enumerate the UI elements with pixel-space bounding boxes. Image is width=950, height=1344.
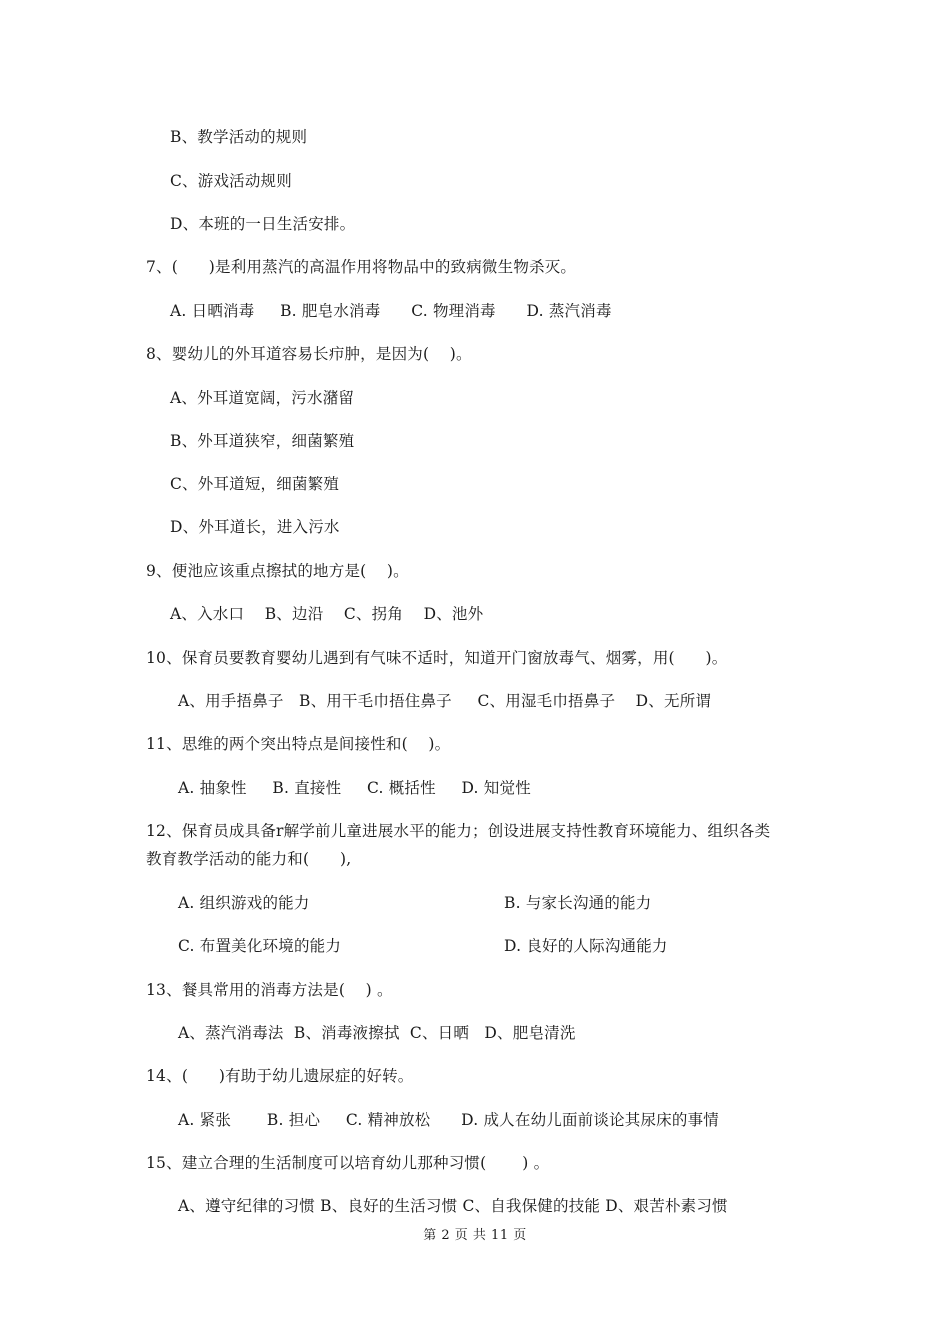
q8-option-c: C、外耳道短，细菌繁殖 [170,475,340,493]
q8-option-a: A、外耳道宽阔，污水潴留 [170,389,355,407]
q14-options: A. 紧张 B. 担心 C. 精神放松 D. 成人在幼儿面前谈论其尿床的事情 [178,1111,719,1129]
question-13: 13、餐具常用的消毒方法是( ) 。 [146,981,393,999]
question-8: 8、婴幼儿的外耳道容易长疖肿，是因为( )。 [146,345,472,363]
question-15: 15、建立合理的生活制度可以培育幼儿那种习惯( ) 。 [146,1154,550,1172]
q12-option-d: D. 良好的人际沟通能力 [504,937,668,955]
question-12-line-1: 12、保育员成具备r解学前儿童进展水平的能力；创设进展支持性教育环境能力、组织各类 [146,822,771,840]
q9-options: A、入水口 B、边沿 C、拐角 D、池外 [170,605,484,623]
q6-option-b: B、教学活动的规则 [170,128,308,146]
question-10: 10、保育员要教育婴幼儿遇到有气味不适时，知道开门窗放毒气、烟雾，用( )。 [146,649,728,667]
q6-option-d: D、本班的一日生活安排。 [170,215,356,233]
q12-option-a: A. 组织游戏的能力 [178,894,310,912]
q11-options: A. 抽象性 B. 直接性 C. 概括性 D. 知觉性 [178,779,531,797]
q7-options: A. 日晒消毒 B. 肥皂水消毒 C. 物理消毒 D. 蒸汽消毒 [170,302,612,320]
q12-option-c: C. 布置美化环境的能力 [178,937,342,955]
question-11: 11、思维的两个突出特点是间接性和( )。 [146,735,451,753]
page-footer: 第 2 页 共 11 页 [423,1228,527,1243]
q8-option-d: D、外耳道长，进入污水 [170,518,340,536]
q8-option-b: B、外耳道狭窄，细菌繁殖 [170,432,355,450]
q10-options: A、用手捂鼻子 B、用干毛巾捂住鼻子 C、用湿毛巾捂鼻子 D、无所谓 [178,692,712,710]
q12-option-b: B. 与家长沟通的能力 [504,894,652,912]
question-7: 7、( )是利用蒸汽的高温作用将物品中的致病微生物杀灭。 [146,258,577,276]
question-14: 14、( )有助于幼儿遗尿症的好转。 [146,1067,414,1085]
question-12-line-2: 教育教学活动的能力和( ), [146,850,352,868]
q15-options: A、遵守纪律的习惯 B、良好的生活习惯 C、自我保健的技能 D、艰苦朴素习惯 [178,1197,728,1215]
q6-option-c: C、游戏活动规则 [170,172,292,190]
question-9: 9、便池应该重点擦拭的地方是( )。 [146,562,409,580]
q13-options: A、蒸汽消毒法 B、消毒液擦拭 C、日晒 D、肥皂清洗 [178,1024,576,1042]
